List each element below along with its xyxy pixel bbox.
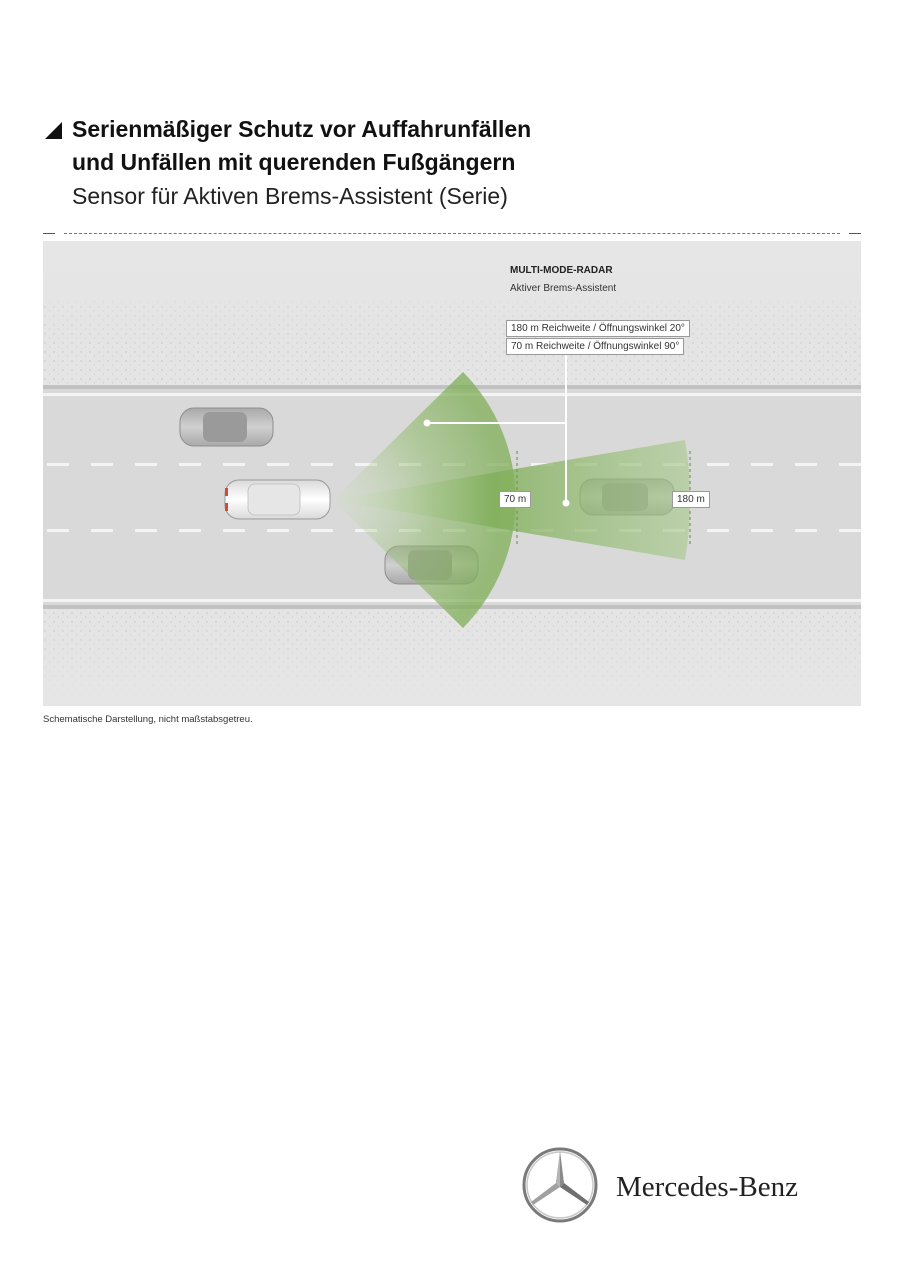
page-subtitle: Sensor für Aktiven Brems-Assistent (Serie) xyxy=(72,183,508,209)
brand-wordmark: Mercedes-Benz xyxy=(616,1171,798,1203)
divider-right xyxy=(849,233,861,234)
brand-logo xyxy=(520,1145,840,1225)
radar-diagram xyxy=(43,241,861,706)
divider-dashed xyxy=(64,233,840,234)
divider-left xyxy=(43,233,55,234)
three-pointed-star-icon xyxy=(520,1145,600,1225)
page-title-line1: Serienmäßiger Schutz vor Auffahrunfällen xyxy=(72,116,532,142)
caption: Schematische Darstellung, nicht maßstabsgetreu. xyxy=(43,714,253,725)
marker-180-label: 180 m xyxy=(672,491,710,508)
car-left-lane xyxy=(180,408,273,446)
triangle-marker-icon xyxy=(44,121,62,139)
radar-subtitle: Aktiver Brems-Assistent xyxy=(510,283,617,294)
radar-title: MULTI-MODE-RADAR xyxy=(510,265,613,276)
marker-70-label: 70 m xyxy=(499,491,531,508)
ego-car xyxy=(225,480,330,519)
page-title-line2: und Unfällen mit querenden Fußgängern xyxy=(72,149,516,175)
callout-dot-wide xyxy=(424,420,431,427)
range-short-label: 70 m Reichweite / Öffnungswinkel 90° xyxy=(506,338,684,355)
title-block xyxy=(44,113,864,214)
range-long-label: 180 m Reichweite / Öffnungswinkel 20° xyxy=(506,320,690,337)
callout-dot-long xyxy=(563,500,570,507)
road-scene xyxy=(43,241,861,706)
